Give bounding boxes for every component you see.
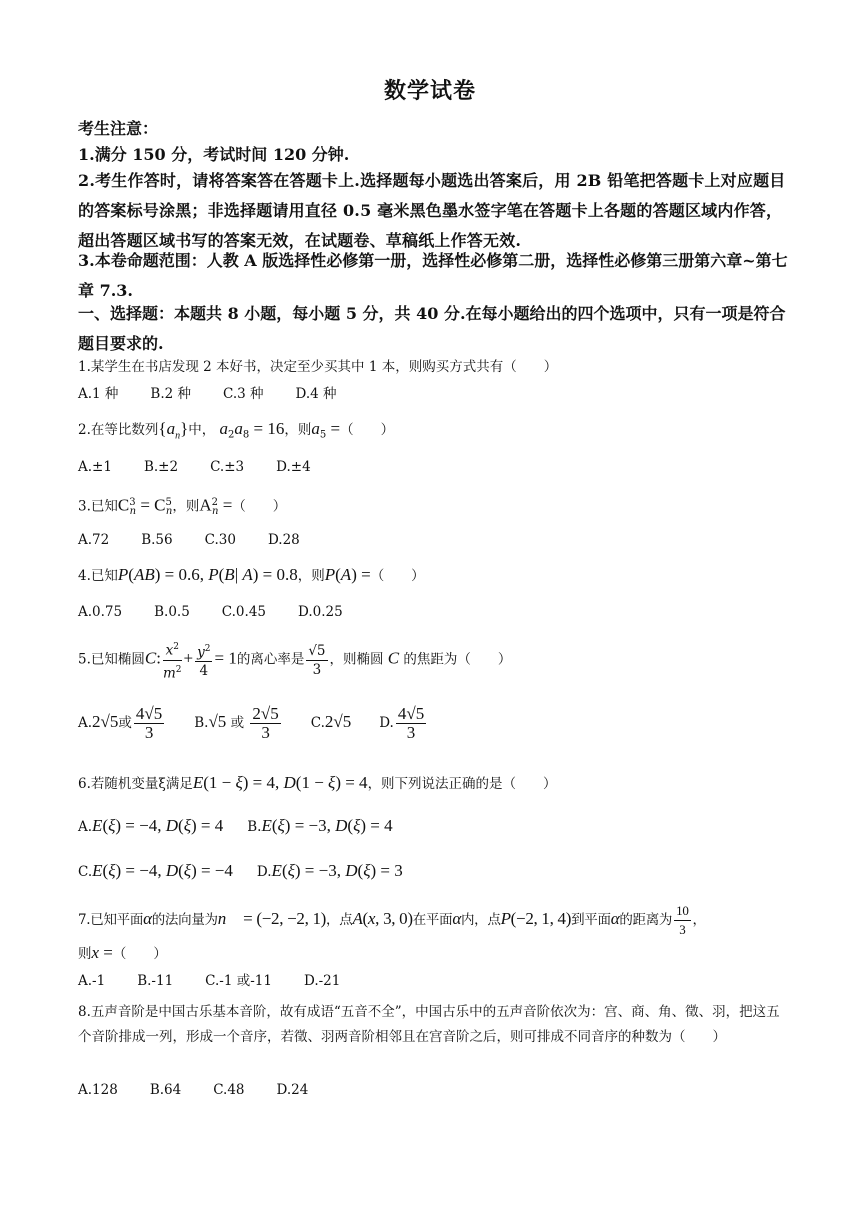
option-b: B.56 — [141, 532, 173, 548]
question-1-options — [78, 383, 790, 405]
option-a: A.72 — [78, 532, 110, 548]
option-d: D.4 种 — [295, 386, 337, 402]
option-b: B.2 种 — [150, 386, 192, 402]
question-5-options — [78, 705, 790, 742]
notice-item-1: 1.满分 150 分，考试时间 120 分钟. — [78, 145, 350, 164]
option-c: C.30 — [204, 532, 236, 548]
question-8-options — [78, 1079, 790, 1101]
question-5-stem: 5.已知椭圆C: $\frac{x^2}{m^2}$ + $\frac{y^2}{4}$ = 1的离心率是 $\frac{√5}{3}$ ，则椭圆 C 的焦距为（ ） — [78, 638, 790, 682]
question-7-line-2: 则x =（ ） — [78, 943, 167, 962]
option-b: B.0.5 — [154, 604, 190, 620]
question-3-stem: 3.已知$C^3_n = C^5_n$，则$A^2_n$ =（ ） — [78, 495, 287, 518]
option-c: C.E(ξ) = −4, D(ξ) = −4 — [78, 861, 233, 880]
question-7-stem: 7.已知平面α的法向量为n⃗ = (−2, −2, 1)，点A(x, 3, 0)在平面α内，点P(−2, 1, 4)到平面α的距离为 $\frac{10}{3}$ ， — [78, 903, 706, 937]
notice-item-2: 2.考生作答时，请将答案答在答题卡上.选择题每小题选出答案后，用 2B 铅笔把答题卡上对应题目的答案标号涂黑；非选择题请用直径 0.5 毫米黑色墨水签字笔在答题卡上各题的答题区域内作答，超出答题区域书写的答案无效，在试题卷、草稿纸上作答无效. — [78, 171, 786, 250]
option-a: A.2√5或 $\frac{4√5}{3}$ — [78, 704, 163, 742]
option-d: D. $\frac{4√5}{3}$ — [379, 704, 425, 742]
question-8-stem: 8.五声音阶是中国古乐基本音阶，故有成语“五音不全”，中国古乐中的五声音阶依次为：宫、商、角、徵、羽，把这五个音阶排成一列，形成一个音序，若徵、羽两音阶相邻且在宫音阶之后，则可排成不同音序的种数为（ ） — [78, 1004, 780, 1045]
question-1-stem: 1.某学生在书店发现 2 本好书，决定至少买其中 1 本，则购买方式共有（ ） — [78, 359, 558, 375]
question-6-stem: 6.若随机变量ξ满足E(1 − ξ) = 4, D(1 − ξ) = 4，则下列说法正确的是（ ） — [78, 773, 557, 792]
question-2-stem: 2.在等比数列$\{a_n\}$中， $a_2a_8 = 16$，则$a_5$ =（ ） — [78, 419, 395, 442]
question-4-stem: 4.已知P(AB) = 0.6, P(B| A) = 0.8，则P(A) =（ ） — [78, 565, 425, 584]
section-1-heading: 一、选择题：本题共 8 小题，每小题 5 分，共 40 分.在每小题给出的四个选项中，只有一项是符合题目要求的. — [78, 304, 786, 353]
option-d: D.24 — [276, 1082, 309, 1098]
question-3-options — [78, 529, 790, 551]
option-d: D.±4 — [276, 459, 311, 475]
option-c: C.-1 或-11 — [205, 973, 272, 989]
question-7-options — [78, 970, 790, 992]
question-4-options — [78, 601, 790, 623]
option-c: C.3 种 — [223, 386, 264, 402]
option-c: C.±3 — [210, 459, 245, 475]
option-d: D.-21 — [303, 973, 341, 989]
option-d: D.E(ξ) = −3, D(ξ) = 3 — [256, 861, 403, 880]
option-b: B.E(ξ) = −3, D(ξ) = 4 — [247, 816, 393, 835]
question-6-options-ab — [78, 815, 790, 838]
option-d: D.0.25 — [298, 604, 343, 620]
option-a: A.±1 — [78, 459, 112, 475]
option-a: A.1 种 — [78, 386, 119, 402]
notice-item-3: 3.本卷命题范围：人教 A 版选择性必修第一册，选择性必修第二册，选择性必修第三册第六章~第七章 7.3. — [78, 251, 788, 300]
option-b: B.64 — [149, 1082, 182, 1098]
page-title: 数学试卷 — [383, 78, 476, 104]
option-c: C.48 — [213, 1082, 245, 1098]
option-a: A.-1 — [78, 973, 106, 989]
option-a: A.128 — [78, 1082, 118, 1098]
option-a: A.E(ξ) = −4, D(ξ) = 4 — [78, 816, 224, 835]
option-c: C.2√5 — [310, 712, 352, 731]
option-a: A.0.75 — [78, 604, 123, 620]
notice-heading: 考生注意： — [78, 119, 159, 138]
option-b: B.-11 — [137, 973, 174, 989]
option-b: B.√5 或 $\frac{2√5}{3}$ — [194, 704, 279, 742]
question-6-options-cd — [78, 860, 790, 883]
question-2-options — [78, 456, 790, 478]
option-c: C.0.45 — [221, 604, 266, 620]
option-b: B.±2 — [143, 459, 179, 475]
option-d: D.28 — [267, 532, 300, 548]
